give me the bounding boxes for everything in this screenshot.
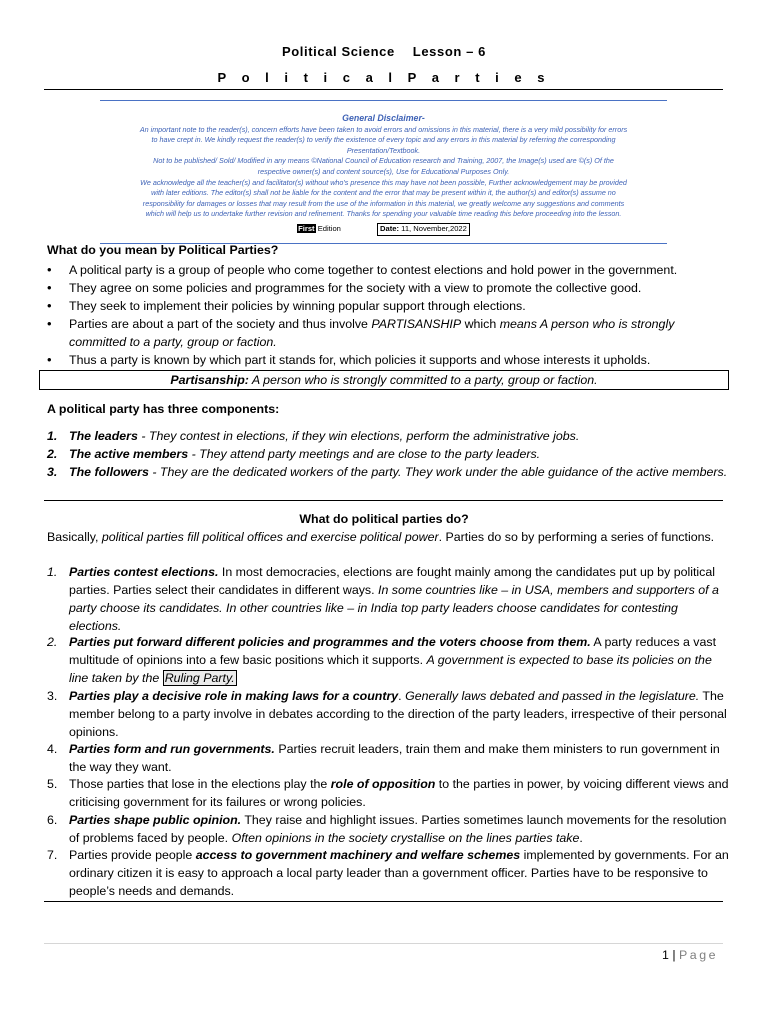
bullet-text: A political party is a group of people who come together to contest elections and hold power in the government.: [69, 263, 678, 277]
text-run: Those parties that lose in the elections play the: [69, 777, 331, 791]
text-run: In most democracies, elections are fought mainly among the candidates put up by political parties. Parties select their candidates in different ways.: [69, 565, 716, 597]
section-end-rule: [44, 901, 723, 902]
text-run: Parties recruit leaders, train them and make them ministers to run government in the way they want.: [69, 742, 720, 774]
item-text: [69, 563, 729, 635]
term-partisanship: PARTISANSHIP: [371, 317, 462, 331]
item-number: 2.: [47, 447, 58, 461]
text-run: They raise and highlight issues. Parties sometimes launch movements for the resolution of problems faced by people.: [69, 813, 727, 845]
item-term: The followers: [69, 465, 149, 479]
bullet-text: Thus a party is known by which part it stands for, which policies it supports and whose interests it upholds.: [69, 353, 651, 367]
item-term: The leaders: [69, 429, 138, 443]
section-heading: What do you mean by Political Parties?: [47, 243, 279, 257]
item-text: [69, 687, 729, 741]
intro-paragraph: [47, 528, 727, 546]
disclaimer-line: responsibility for damages or losses that may result from the use of the information in this material, we greatly welcome any suggestions and comments: [142, 198, 625, 208]
item-desc: - They are the dedicated workers of the party. They work under the able guidance of the active members.: [148, 465, 728, 479]
function-lead: Parties put forward different policies and programmes and the voters choose from them.: [69, 635, 591, 649]
function-lead: Parties contest elections.: [69, 565, 219, 579]
item-text: [69, 445, 729, 463]
bullet-icon: •: [47, 280, 52, 295]
item-term: The active members: [69, 447, 189, 461]
subject: Political Science: [281, 44, 395, 59]
text-run: A government is expected to base its policies on the line taken by the: [69, 653, 712, 685]
function-lead: Parties form and run governments.: [69, 742, 275, 756]
header-subject-line: [0, 44, 768, 59]
item-number: 6.: [47, 813, 58, 827]
text-run: political parties fill political offices and exercise political power: [101, 530, 439, 544]
item-text: [69, 463, 729, 481]
text-run: .: [398, 689, 406, 703]
bullet-text: [69, 315, 729, 351]
section-heading: A political party has three components:: [47, 402, 280, 416]
ruling-party-highlight: Ruling Party.: [164, 671, 235, 685]
text-run: Parties provide people: [69, 848, 196, 862]
disclaimer-line: with later editions. The editor(s) shall not be liable for the content and the error that may be present within it, the author(s) and editor(s) assume no: [151, 188, 616, 198]
page-number: 1: [662, 948, 669, 962]
date-label: Date:: [380, 223, 400, 233]
text-run: The member belong to a party involve in debates according to the direction of the party leaders, irrespective of their personal opinions.: [69, 689, 727, 739]
general-disclaimer: [100, 100, 667, 244]
item-text: [69, 775, 729, 811]
definition-box: [39, 370, 729, 390]
page-label: Page: [679, 948, 718, 962]
item-number: 7.: [47, 848, 58, 862]
section-title: What do political parties do?: [299, 512, 469, 526]
footer-rule: [44, 943, 723, 944]
footer-separator: |: [668, 948, 680, 962]
item-text: [69, 846, 729, 900]
definition-term: Partisanship:: [170, 373, 249, 387]
text-run: A party reduces a vast multitude of opinions into a few basic positions which it supports.: [69, 635, 717, 667]
disclaimer-line: which will help us to undertake further revision and refinement. Thanks for spending your valuable time reading this before proceeding into the lesson.: [145, 209, 622, 219]
disclaimer-line: Presentation/Textbook.: [346, 145, 421, 155]
definition-text: A person who is strongly committed to a party, group or faction.: [248, 373, 598, 387]
bullet-text: They seek to implement their policies by winning popular support through elections.: [69, 299, 526, 313]
item-desc: - They attend party meetings and are close to the party leaders.: [188, 447, 541, 461]
bullet-icon: •: [47, 262, 52, 277]
bullet-icon: •: [47, 316, 52, 331]
disclaimer-line: respective owner(s) and content source(s), Use for Educational Purposes Only.: [257, 166, 510, 176]
function-lead: access to government machinery and welfare schemes: [195, 848, 521, 862]
section-rule: [44, 500, 723, 501]
page-footer: [662, 948, 718, 962]
function-lead: role of opposition: [330, 777, 436, 791]
text-run: Parties are about a part of the society and thus involve: [69, 317, 372, 331]
date-value: 11, November,2022: [399, 223, 467, 233]
date-box: [377, 223, 470, 236]
edition-row: [100, 223, 667, 236]
item-text: [69, 811, 729, 847]
text-run: means A person who is strongly committed to a party, group or faction.: [69, 317, 675, 349]
function-lead: Parties shape public opinion.: [69, 813, 242, 827]
item-number: 4.: [47, 742, 58, 756]
item-text: [69, 427, 729, 445]
function-lead: Parties play a decisive role in making laws for a country: [69, 689, 399, 703]
item-number: 5.: [47, 777, 58, 791]
text-run: implemented by governments. For an ordinary citizen it is easy to approach a local party leader than a government officer. Parties have to be responsive to people’s needs and demands.: [69, 848, 729, 898]
disclaimer-line: We acknowledge all the teacher(s) and facilitator(s) without who's presence this may have not been possible, Further acknowledgement may be provided: [140, 177, 627, 187]
item-number: 2.: [47, 635, 58, 649]
edition-first: First: [298, 223, 315, 233]
disclaimer-line: An important note to the reader(s), concern efforts have been taken to avoid errors and omissions in this material, there is a very mild possibility for errors: [139, 124, 628, 134]
item-text: [69, 740, 729, 776]
bullet-icon: •: [47, 352, 52, 367]
edition-label: Edition: [315, 223, 341, 233]
bullet-text: They agree on some policies and programmes for the society with a view to promote the collective good.: [69, 281, 642, 295]
text-run: In some countries like – in USA, members and supporters of a party choose its candidates. In other countries like – in India top party leaders choose candidates for contesting elections.: [69, 583, 719, 633]
bullet-icon: •: [47, 298, 52, 313]
text-run: which: [461, 317, 500, 331]
text-run: . Parties do so by performing a series of functions.: [438, 530, 715, 544]
text-run: to the parties in power, by voicing different views and criticising government for its failures or wrong policies.: [69, 777, 729, 809]
item-number: 3.: [47, 465, 58, 479]
text-run: Generally laws debated and passed in the legislature.: [405, 689, 700, 703]
disclaimer-line: to have crept in. We kindly request the reader(s) to verify the existence of every topic and any errors in this material by referring the corresponding: [151, 135, 616, 145]
page-title: P o l i t i c a l P a r t i e s: [217, 70, 551, 85]
text-run: .: [579, 831, 583, 845]
item-number: 1.: [47, 565, 58, 579]
disclaimer-line: Not to be published/ Sold/ Modified in any means ©National Council of Education research and Training, 2007, the Image(s) used are ©(s) Of the: [153, 156, 614, 166]
disclaimer-title: General Disclaimer-: [342, 113, 425, 123]
text-run: Often opinions in the society crystallise on the lines parties take: [231, 831, 580, 845]
item-text: [69, 633, 729, 687]
header-rule: [44, 89, 723, 90]
item-number: 1.: [47, 429, 58, 443]
item-desc: - They contest in elections, if they win elections, perform the administrative jobs.: [137, 429, 580, 443]
item-number: 3.: [47, 689, 58, 703]
text-run: Basically,: [47, 530, 102, 544]
lesson-number: Lesson – 6: [412, 44, 486, 59]
